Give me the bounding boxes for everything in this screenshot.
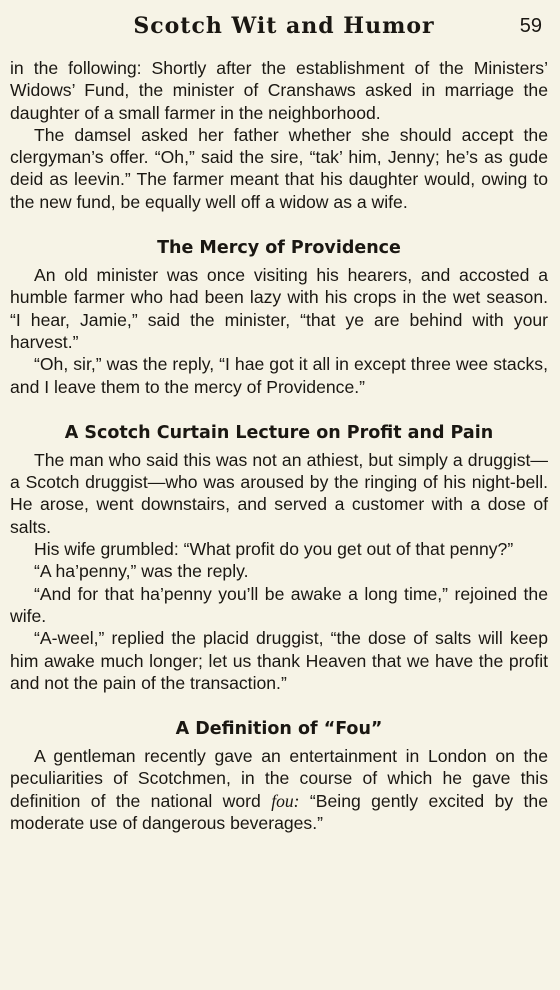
section-heading: A Scotch Curtain Lecture on Profit and Pain: [64, 422, 494, 443]
page-number: 59: [519, 15, 542, 37]
section-heading: The Mercy of Providence: [157, 238, 401, 259]
paragraph: His wife grumbled: “What profit do you get out of that penny?”: [34, 539, 514, 560]
paragraph: The man who said this was not an athiest, but simply a druggist—a Scotch druggist—who was aroused by the ringing of his night-bell. He arose, went downstairs, and served a customer with a dose of salts.: [10, 449, 548, 537]
paragraph-text: A gentleman recently gave an entertainment in London on the peculiarities of Scotchmen, in the course of which he gave this definition of the national word: [10, 746, 548, 811]
paragraph: “A-weel,” replied the placid druggist, “the dose of salts will keep him awake much longer; let us thank Heaven that we have the profit and not the pain of the transaction.”: [10, 628, 548, 693]
defined-term: fou:: [271, 790, 300, 811]
section-heading: A Definition of “Fou”: [175, 719, 383, 740]
paragraph: The damsel asked her father whether she should accept the clergyman’s offer. “Oh,” said the sire, “tak’ him, Jenny; he’s as gude deid as leevin.” The farmer meant that his daughter would, owing to the new fund, be equally well off a widow as a wife.: [10, 124, 548, 212]
paragraph: “Oh, sir,” was the reply, “I hae got it all in except three wee stacks, and I leave them to the mercy of Providence.”: [10, 354, 548, 397]
paragraph: in the following: Shortly after the establishment of the Ministers’ Widows’ Fund, the minister of Cranshaws asked in marriage the daughter of a small farmer in the neighborhood.: [10, 58, 548, 123]
paragraph: [10, 745, 548, 834]
book-page: [10, 8, 548, 834]
paragraph: “A ha’penny,” was the reply.: [34, 561, 249, 582]
running-title: Scotch Wit and Humor: [133, 13, 435, 39]
running-head: [10, 8, 548, 44]
paragraph: “And for that ha’penny you’ll be awake a long time,” rejoined the wife.: [10, 583, 548, 626]
definition-quote: “Being gently excited by the moderate use of dangerous beverages.”: [10, 790, 548, 834]
paragraph: An old minister was once visiting his hearers, and accosted a humble farmer who had been lazy with his crops in the wet season. “I hear, Jamie,” said the minister, “that ye are behind with your harvest.”: [10, 265, 548, 352]
body-text: [10, 57, 548, 834]
